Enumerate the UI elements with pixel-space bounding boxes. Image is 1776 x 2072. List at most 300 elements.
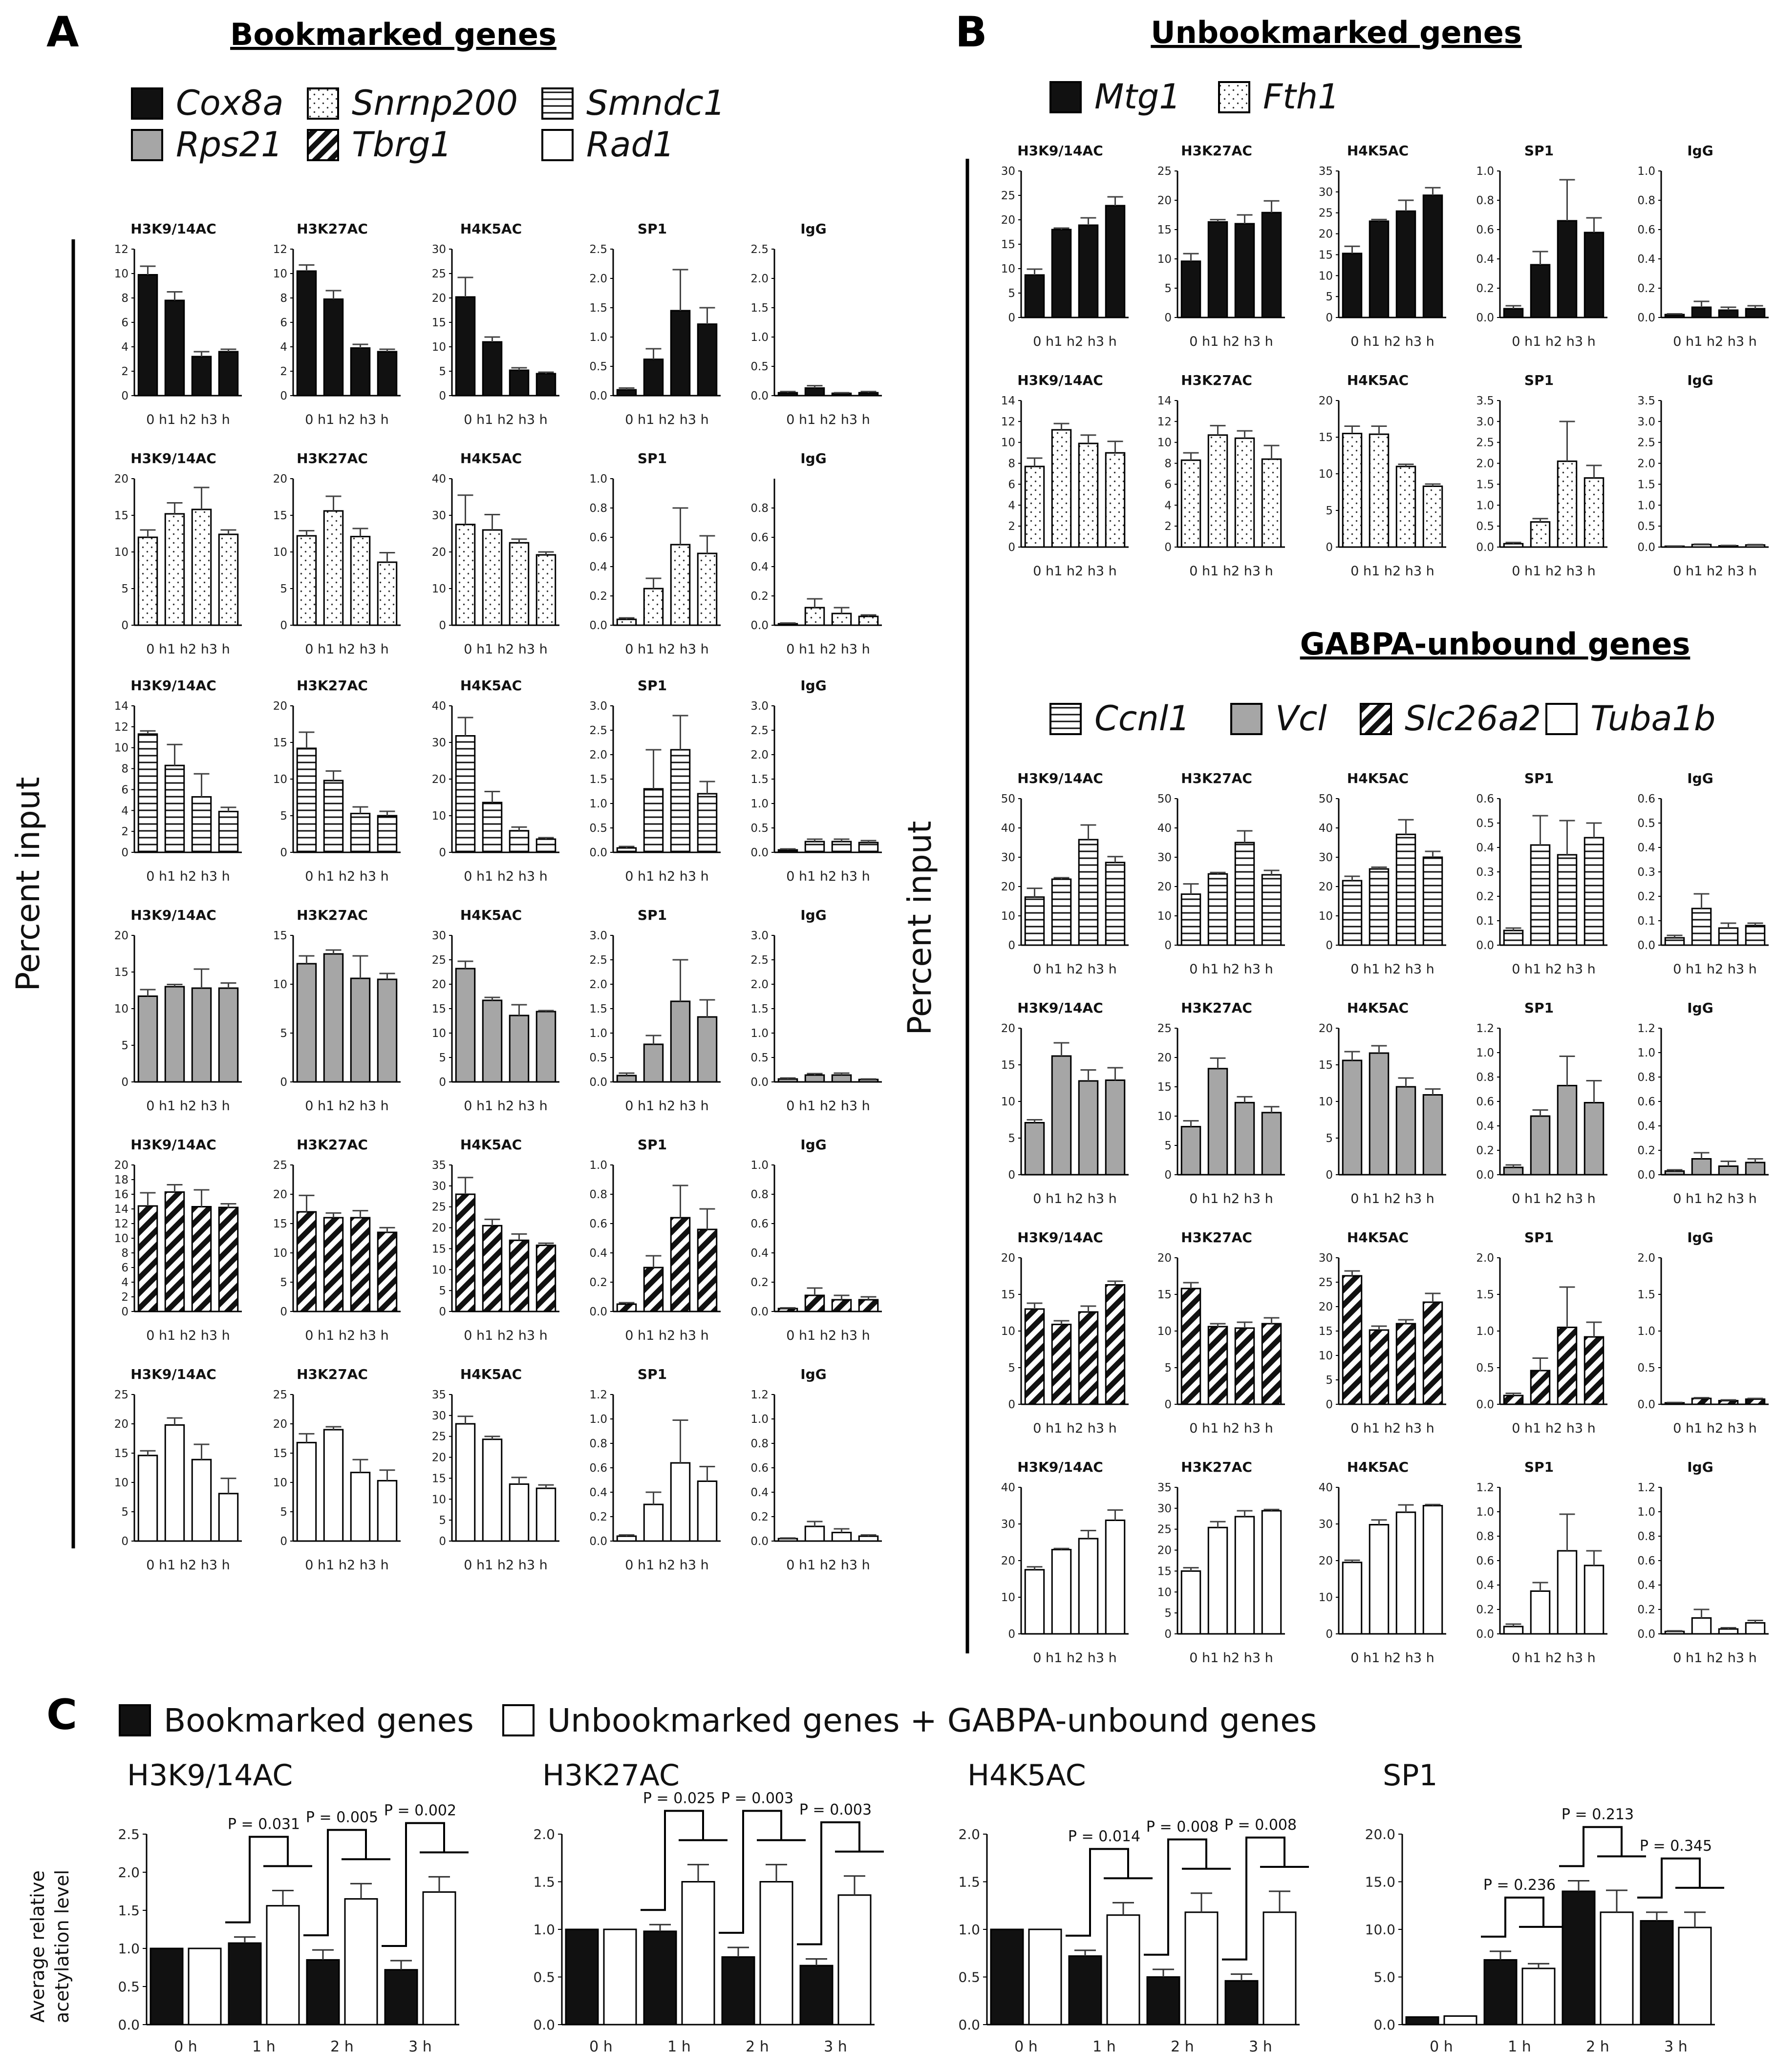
- y-tick-label: 0: [439, 619, 446, 632]
- bar: [229, 1943, 261, 2025]
- bar: [324, 1218, 343, 1311]
- bar: [1079, 444, 1098, 547]
- bar: [1369, 434, 1389, 547]
- bar: [1106, 453, 1125, 547]
- bar: [1181, 1289, 1200, 1404]
- y-tick-label: 0: [280, 846, 287, 859]
- x-tick-labels: 0 h1 h2 h3 h: [146, 869, 230, 884]
- mini-chart: [589, 450, 721, 657]
- y-tick-label: 4: [1008, 499, 1015, 512]
- mini-chart: [114, 450, 242, 657]
- row-tuba1b: [1001, 1459, 1769, 1666]
- bar: [566, 1929, 598, 2025]
- p-value-label: P = 0.025: [642, 1790, 716, 1807]
- y-tick-label: 12: [1157, 415, 1172, 428]
- y-tick-label: 1.5: [750, 1003, 769, 1015]
- y-tick-label: 0.5: [1476, 520, 1494, 533]
- x-tick-labels: 0 h1 h2 h3 h: [464, 1099, 548, 1114]
- y-tick-label: 0: [439, 1535, 446, 1548]
- panel-c-charts: [118, 1758, 1724, 2055]
- mini-chart: [1476, 372, 1607, 579]
- bar: [219, 534, 238, 625]
- y-tick-label: 10: [273, 1247, 287, 1260]
- y-tick-label: 18: [114, 1174, 128, 1186]
- chart-title: H3K9/14AC: [130, 450, 216, 466]
- y-tick-label: 20: [273, 700, 287, 713]
- bar: [1584, 1565, 1604, 1634]
- bar: [1558, 1328, 1577, 1405]
- bar: [219, 352, 238, 396]
- y-tick-label: 2.0: [118, 1864, 140, 1881]
- mini-chart: [273, 450, 401, 657]
- chart-title: H3K27AC: [542, 1758, 680, 1793]
- bar: [1262, 459, 1281, 547]
- y-tick-label: 15: [273, 509, 287, 522]
- x-tick-label: 0 h: [174, 2038, 197, 2055]
- y-tick-label: 5: [1008, 287, 1015, 300]
- bar: [1665, 938, 1684, 945]
- y-tick-label: 10.0: [1365, 1922, 1395, 1938]
- y-tick-label: 0: [439, 1306, 446, 1318]
- bar: [1692, 1398, 1711, 1404]
- bar: [456, 525, 475, 625]
- y-tick-label: 5: [439, 1285, 446, 1298]
- y-tick-label: 0.5: [1476, 817, 1494, 830]
- y-tick-label: 0: [1008, 312, 1015, 324]
- bar: [778, 850, 797, 852]
- legend-label: Bookmarked genes: [164, 1702, 474, 1739]
- bar: [1106, 206, 1125, 317]
- bar: [297, 536, 316, 625]
- bar: [1692, 909, 1711, 945]
- bar: [1208, 435, 1227, 547]
- bar: [1052, 879, 1071, 945]
- y-tick-label: 0.4: [589, 1247, 607, 1260]
- mini-chart: [750, 450, 882, 657]
- y-tick-label: 2.0: [1637, 457, 1655, 470]
- y-tick-label: 0.4: [1476, 1579, 1494, 1592]
- y-tick-label: 10: [273, 1477, 287, 1489]
- y-tick-label: 1.0: [589, 1027, 607, 1040]
- y-tick-label: 0.8: [1476, 194, 1494, 207]
- legend-swatch: [1050, 82, 1081, 112]
- y-tick-label: 2.0: [589, 749, 607, 761]
- y-tick-label: 0.6: [1476, 1096, 1494, 1108]
- bar: [324, 1430, 343, 1541]
- mini-chart: [589, 677, 721, 884]
- y-tick-label: 2.5: [1637, 436, 1655, 449]
- bar: [859, 843, 878, 852]
- y-tick-label: 0.0: [750, 1535, 769, 1548]
- mini-chart: [1637, 372, 1769, 579]
- bar: [698, 794, 717, 852]
- panel-c-chart: [1365, 1758, 1724, 2055]
- y-tick-label: 30: [431, 1180, 446, 1193]
- chart-title: H3K9/14AC: [130, 221, 216, 237]
- x-tick-labels: 0 h1 h2 h3 h: [305, 1328, 389, 1343]
- y-tick-label: 8: [1164, 457, 1172, 470]
- y-tick-label: 1.0: [750, 1159, 769, 1172]
- bar: [1562, 1891, 1595, 2025]
- y-tick-label: 0.0: [750, 846, 769, 859]
- bar: [832, 1075, 851, 1082]
- mini-chart: [273, 1366, 401, 1573]
- bar: [1208, 1327, 1227, 1404]
- bar: [1531, 845, 1550, 945]
- y-tick-label: 0.0: [1476, 541, 1494, 554]
- x-tick-labels: 0 h1 h2 h3 h: [1033, 564, 1117, 579]
- y-tick-label: 10: [1157, 436, 1172, 449]
- chart-title: H3K27AC: [1181, 143, 1252, 159]
- bar: [698, 1017, 717, 1082]
- bar: [456, 736, 475, 853]
- bar: [189, 1948, 221, 2025]
- bar: [1444, 2016, 1476, 2025]
- x-tick-labels: 0 h1 h2 h3 h: [1512, 334, 1596, 349]
- y-tick-label: 15: [273, 930, 287, 942]
- y-tick-label: 10: [1001, 1325, 1015, 1338]
- y-tick-label: 30: [1001, 1518, 1015, 1531]
- bar: [351, 537, 370, 626]
- y-tick-label: 35: [431, 1389, 446, 1401]
- y-tick-label: 0: [1164, 939, 1172, 952]
- bar: [385, 1970, 417, 2025]
- bar: [1396, 211, 1415, 317]
- y-tick-label: 20: [1001, 1252, 1015, 1265]
- x-tick-labels: 0 h1 h2 h3 h: [1350, 1191, 1434, 1206]
- panel-b-title-bottom: GABPA-unbound genes: [1300, 626, 1690, 662]
- bar: [671, 545, 690, 625]
- y-tick-label: 3.5: [1476, 395, 1494, 407]
- significance-bracket: [1637, 1859, 1724, 1898]
- bar: [1208, 1069, 1227, 1175]
- bar: [832, 1533, 851, 1542]
- y-tick-label: 0.2: [750, 1276, 769, 1289]
- row-cox8a: [114, 221, 882, 427]
- y-tick-label: 10: [1001, 436, 1015, 449]
- mini-chart: [1157, 770, 1285, 977]
- bar: [536, 1246, 556, 1311]
- x-tick-labels: 0 h1 h2 h3 h: [786, 1558, 870, 1573]
- x-tick-labels: 0 h1 h2 h3 h: [1512, 1421, 1596, 1436]
- x-tick-labels: 0 h1 h2 h3 h: [1673, 564, 1757, 579]
- y-tick-label: 0.0: [1637, 1628, 1655, 1641]
- mini-chart: [750, 907, 882, 1114]
- y-tick-label: 20: [1318, 1022, 1333, 1035]
- bar: [698, 324, 717, 396]
- y-tick-label: 20: [431, 1222, 446, 1235]
- chart-title: IgG: [800, 450, 827, 466]
- y-tick-label: 12: [273, 243, 287, 256]
- bar: [671, 311, 690, 396]
- bar: [192, 988, 211, 1082]
- y-tick-label: 0.8: [1637, 194, 1655, 207]
- y-tick-label: 1.0: [958, 1922, 980, 1938]
- chart-title: SP1: [637, 1137, 667, 1153]
- y-tick-label: 0: [439, 390, 446, 402]
- row-fth1: [1001, 372, 1769, 579]
- y-tick-label: 40: [431, 473, 446, 486]
- row-rps21: [114, 907, 882, 1114]
- legend-swatch: [542, 130, 573, 160]
- y-tick-label: 2.5: [589, 954, 607, 967]
- row-rad1: [114, 1366, 882, 1573]
- y-tick-label: 1.0: [1637, 1325, 1655, 1338]
- y-tick-label: 0.0: [1637, 939, 1655, 952]
- mini-chart: [589, 221, 721, 427]
- bar: [1181, 460, 1200, 547]
- bar: [510, 1015, 529, 1082]
- x-tick-label: 2 h: [1586, 2038, 1609, 2055]
- y-tick-label: 0: [1008, 541, 1015, 554]
- y-tick-label: 30: [431, 243, 446, 256]
- y-tick-label: 0.8: [750, 1188, 769, 1201]
- mini-chart: [1001, 1459, 1129, 1666]
- panel-a-charts: [114, 221, 882, 1573]
- x-tick-labels: 0 h1 h2 h3 h: [1350, 1650, 1434, 1666]
- legend-label: Tbrg1: [352, 125, 452, 165]
- legend-item: [503, 1702, 1317, 1739]
- y-tick-label: 5: [1326, 505, 1333, 517]
- y-tick-label: 0.0: [118, 2017, 140, 2033]
- y-tick-label: 0: [1164, 541, 1172, 554]
- y-tick-label: 8: [1008, 457, 1015, 470]
- bar: [1719, 1629, 1738, 1634]
- y-tick-label: 40: [1318, 1481, 1333, 1494]
- y-tick-label: 2: [1164, 520, 1172, 533]
- mini-chart: [273, 1137, 401, 1343]
- y-tick-label: 2.0: [1476, 457, 1494, 470]
- mini-chart: [1157, 1229, 1285, 1436]
- y-tick-label: 0: [121, 1535, 128, 1548]
- y-tick-label: 25: [431, 268, 446, 280]
- legend-item: [1219, 77, 1340, 117]
- y-tick-label: 20: [1157, 881, 1172, 893]
- mini-chart: [1157, 1000, 1285, 1206]
- bar: [324, 781, 343, 852]
- y-tick-label: 0.6: [750, 1218, 769, 1230]
- y-tick-label: 1.0: [750, 331, 769, 344]
- bar: [1692, 1618, 1711, 1634]
- bar: [805, 388, 824, 396]
- chart-title: H4K5AC: [1347, 1000, 1409, 1016]
- row-snrnp200: [114, 450, 882, 657]
- x-tick-label: 1 h: [1508, 2038, 1531, 2055]
- y-tick-label: 25: [431, 954, 446, 967]
- chart-title: H4K5AC: [1347, 1459, 1409, 1475]
- y-tick-label: 1.0: [589, 1159, 607, 1172]
- x-tick-labels: 0 h1 h2 h3 h: [464, 1328, 548, 1343]
- legend-item: [542, 83, 725, 123]
- y-tick-label: 35: [1157, 1481, 1172, 1494]
- y-tick-label: 15: [431, 1243, 446, 1256]
- y-tick-label: 20: [1318, 395, 1333, 407]
- y-tick-label: 20: [431, 292, 446, 305]
- bar: [1079, 1081, 1098, 1175]
- bar: [297, 1442, 316, 1541]
- y-tick-label: 0.5: [533, 1969, 555, 1986]
- y-tick-label: 15: [1001, 1059, 1015, 1072]
- legend-item: [308, 83, 518, 123]
- chart-title: IgG: [1687, 143, 1713, 159]
- legend-label: Smndc1: [586, 83, 726, 123]
- bar: [1106, 1521, 1125, 1634]
- bar: [165, 300, 184, 396]
- bar: [1531, 265, 1550, 317]
- chart-title: SP1: [1383, 1758, 1438, 1793]
- bar: [805, 1526, 824, 1541]
- y-tick-label: 1.0: [1476, 165, 1494, 178]
- bar: [219, 811, 238, 852]
- y-tick-label: 30: [1157, 851, 1172, 864]
- bar: [510, 1240, 529, 1311]
- p-value-label: P = 0.031: [227, 1816, 300, 1833]
- bar: [1343, 881, 1362, 945]
- bar: [324, 954, 343, 1082]
- y-tick-label: 0: [1164, 1169, 1172, 1182]
- bar: [1423, 1302, 1442, 1404]
- x-tick-labels: 0 h1 h2 h3 h: [1189, 962, 1273, 977]
- y-tick-label: 5: [439, 1052, 446, 1064]
- bar: [1423, 195, 1442, 317]
- x-tick-labels: 0 h1 h2 h3 h: [146, 412, 230, 427]
- y-tick-label: 20: [114, 930, 128, 942]
- bar: [1025, 897, 1044, 945]
- y-tick-label: 2.0: [750, 749, 769, 761]
- chart-title: IgG: [1687, 1000, 1713, 1016]
- chart-title: H3K27AC: [297, 907, 368, 923]
- y-tick-label: 0.8: [1637, 1530, 1655, 1543]
- y-tick-label: 3.0: [1476, 415, 1494, 428]
- bar: [617, 848, 636, 852]
- bar: [859, 1536, 878, 1541]
- bar: [1235, 1328, 1254, 1404]
- chart-title: H3K9/14AC: [1017, 770, 1103, 786]
- bar: [1641, 1921, 1673, 2025]
- chart-title: H3K9/14AC: [1017, 372, 1103, 388]
- x-tick-labels: 0 h1 h2 h3 h: [625, 1328, 709, 1343]
- bar: [1208, 222, 1227, 317]
- panel-b-charts: [1001, 143, 1769, 1666]
- y-tick-label: 20: [431, 546, 446, 559]
- mini-chart: [589, 907, 721, 1114]
- bar: [165, 765, 184, 852]
- y-tick-label: 0.2: [750, 1511, 769, 1523]
- y-tick-label: 10: [114, 741, 128, 755]
- mini-chart: [1001, 1000, 1129, 1206]
- bar: [324, 511, 343, 625]
- y-tick-label: 0.0: [1476, 312, 1494, 324]
- chart-title: H3K9/14AC: [1017, 1000, 1103, 1016]
- mini-chart: [1319, 1229, 1446, 1436]
- y-tick-label: 1.5: [118, 1903, 140, 1919]
- bar: [1665, 1171, 1684, 1175]
- y-tick-label: 6: [121, 783, 128, 797]
- y-tick-label: 0.4: [1476, 253, 1494, 266]
- bar: [1235, 1517, 1254, 1634]
- x-tick-labels: 0 h1 h2 h3 h: [1189, 1650, 1273, 1666]
- y-tick-label: 15: [1318, 431, 1333, 444]
- mini-chart: [1476, 143, 1607, 349]
- bar: [351, 348, 370, 396]
- y-tick-label: 0.5: [958, 1969, 980, 1986]
- p-value-label: P = 0.014: [1068, 1828, 1141, 1845]
- chart-title: H3K9/14AC: [130, 907, 216, 923]
- bar: [165, 1192, 184, 1312]
- y-tick-label: 0: [439, 1076, 446, 1089]
- y-tick-label: 0.0: [750, 390, 769, 402]
- y-tick-label: 1.0: [118, 1941, 140, 1957]
- bar: [351, 814, 370, 853]
- mini-chart: [1319, 372, 1446, 579]
- y-tick-label: 6: [121, 1262, 128, 1274]
- legend-label: Unbookmarked genes + GABPA-unbound genes: [547, 1702, 1317, 1739]
- bar: [1746, 926, 1765, 945]
- bar: [192, 1207, 211, 1312]
- mini-chart: [1637, 1000, 1769, 1206]
- legend-label: Tuba1b: [1590, 698, 1716, 739]
- mini-chart: [1637, 1459, 1769, 1666]
- y-tick-label: 3.0: [750, 930, 769, 942]
- y-tick-label: 0.0: [1476, 1169, 1494, 1182]
- y-tick-label: 10: [1318, 270, 1333, 283]
- y-tick-label: 0: [1164, 1398, 1172, 1411]
- y-tick-label: 0.6: [1637, 1555, 1655, 1567]
- bar: [1052, 430, 1071, 547]
- y-tick-label: 10: [1318, 1096, 1333, 1108]
- x-tick-labels: 0 h1 h2 h3 h: [1512, 1191, 1596, 1206]
- y-tick-label: 0: [1008, 1398, 1015, 1411]
- y-tick-label: 2.5: [750, 724, 769, 737]
- y-tick-label: 16: [114, 1188, 128, 1201]
- bar: [805, 1075, 824, 1082]
- y-tick-label: 0: [1008, 939, 1015, 952]
- y-tick-label: 0.2: [1476, 1144, 1494, 1157]
- y-tick-label: 3.0: [750, 700, 769, 713]
- mini-chart: [114, 1137, 242, 1343]
- y-tick-label: 3.0: [589, 930, 607, 942]
- y-tick-label: 15: [1001, 238, 1015, 251]
- y-tick-label: 0: [121, 619, 128, 632]
- bar: [1181, 1127, 1200, 1175]
- y-tick-label: 0.8: [1637, 1071, 1655, 1084]
- y-tick-label: 2: [121, 1291, 128, 1304]
- y-tick-label: 10: [1157, 1110, 1172, 1123]
- y-tick-label: 4: [1164, 499, 1172, 512]
- x-tick-label: 1 h: [1092, 2038, 1116, 2055]
- panel-c-chart: [958, 1758, 1309, 2055]
- bar: [192, 1459, 211, 1541]
- y-tick-label: 3.0: [589, 700, 607, 713]
- y-tick-label: 0.2: [1637, 890, 1655, 903]
- row-slc26a2: [1001, 1229, 1769, 1436]
- y-tick-label: 0.0: [1637, 541, 1655, 554]
- bar: [1025, 1570, 1044, 1634]
- y-tick-label: 20: [431, 1451, 446, 1464]
- bar: [1396, 1087, 1415, 1175]
- y-tick-label: 0.4: [1637, 253, 1655, 266]
- x-tick-labels: 0 h1 h2 h3 h: [305, 869, 389, 884]
- bar: [1601, 1912, 1633, 2025]
- y-tick-label: 1.0: [750, 1413, 769, 1426]
- chart-title: IgG: [1687, 1229, 1713, 1246]
- y-tick-label: 10: [1318, 1591, 1333, 1604]
- bar: [722, 1957, 754, 2025]
- y-tick-label: 30: [1318, 851, 1333, 864]
- legend-swatch: [308, 130, 338, 160]
- y-tick-label: 2: [280, 365, 287, 378]
- bar: [671, 1001, 690, 1082]
